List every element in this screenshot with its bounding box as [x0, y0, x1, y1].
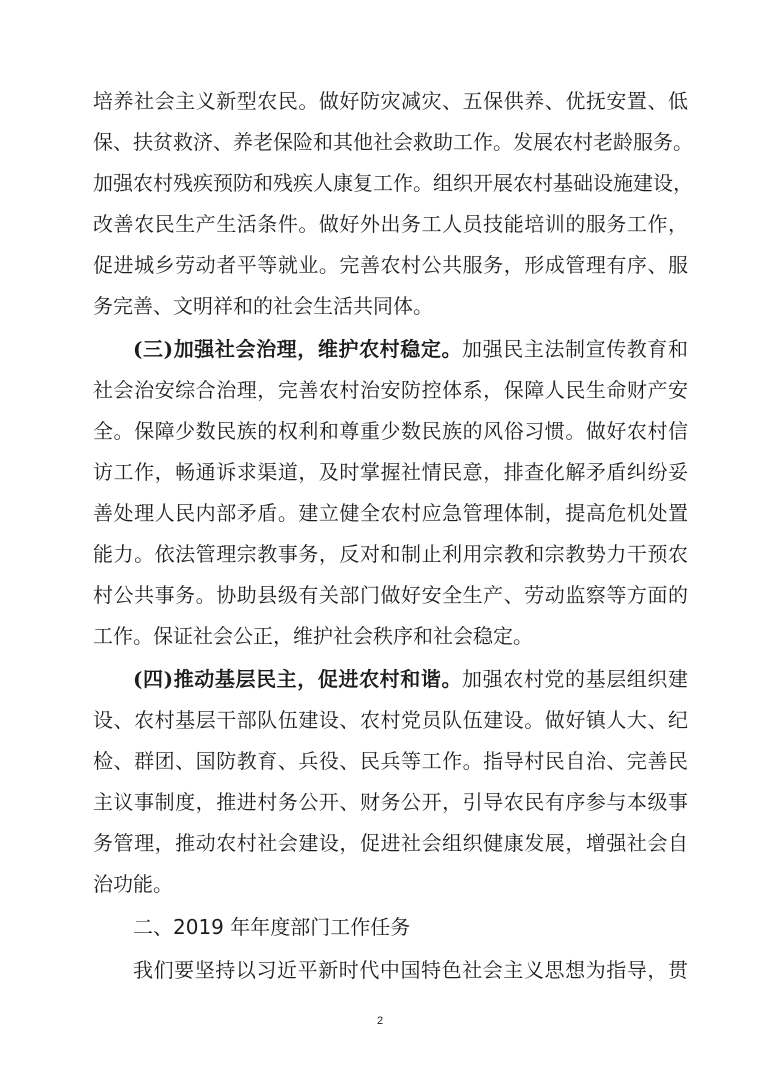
- text-line: 设、农村基层干部队伍建设、农村党员队伍建设。做好镇人大、纪: [93, 708, 688, 732]
- text-line: 治功能。: [93, 872, 173, 896]
- text-line: 社会治安综合治理，完善农村治安防控体系，保障人民生命财产安: [93, 378, 688, 402]
- text-line: 主议事制度，推进村务公开、财务公开，引导农民有序参与本级事: [93, 790, 688, 814]
- text-line: 改善农民生产生活条件。做好外出务工人员技能培训的服务工作，: [93, 212, 688, 236]
- section-4-first-line: [133, 660, 688, 698]
- section-4-heading: (四)推动基层民主，促进农村和谐。: [133, 667, 463, 691]
- text-line: 培养社会主义新型农民。做好防灾减灾、五保供养、优抚安置、低: [93, 89, 688, 113]
- text-line: 全。保障少数民族的权利和尊重少数民族的风俗习惯。做好农村信: [93, 419, 688, 443]
- section-heading-2: 二、2019 年年度部门工作任务: [133, 915, 411, 939]
- text-line: 加强农村残疾预防和残疾人康复工作。组织开展农村基础设施建设，: [93, 171, 693, 195]
- section-3-text: 加强民主法制宣传教育和: [462, 337, 688, 361]
- section-3-heading: (三)加强社会治理，维护农村稳定。: [133, 337, 463, 361]
- text-line: 能力。依法管理宗教事务，反对和制止利用宗教和宗教势力干预农: [93, 542, 688, 566]
- text-line: 务管理，推动农村社会建设，促进社会组织健康发展，增强社会自: [93, 831, 688, 855]
- text-line: 检、群团、国防教育、兵役、民兵等工作。指导村民自治、完善民: [93, 749, 688, 773]
- text-line: 保、扶贫救济、养老保险和其他社会救助工作。发展农村老龄服务。: [93, 130, 693, 154]
- section-3-first-line: [133, 330, 688, 368]
- text-line: 我们要坚持以习近平新时代中国特色社会主义思想为指导，贯: [133, 958, 688, 982]
- text-line: 善处理人民内部矛盾。建立健全农村应急管理体制，提高危机处置: [93, 501, 688, 525]
- text-line: 访工作，畅通诉求渠道，及时掌握社情民意，排查化解矛盾纠纷妥: [93, 460, 688, 484]
- text-line: 工作。保证社会公正，维护社会秩序和社会稳定。: [93, 624, 533, 648]
- section-4-text: 加强农村党的基层组织建: [462, 667, 688, 691]
- page-number: 2: [376, 1015, 384, 1027]
- text-line: 务完善、文明祥和的社会生活共同体。: [93, 294, 433, 318]
- text-line: 促进城乡劳动者平等就业。完善农村公共服务，形成管理有序、服: [93, 253, 688, 277]
- text-line: 村公共事务。协助县级有关部门做好安全生产、劳动监察等方面的: [93, 583, 688, 607]
